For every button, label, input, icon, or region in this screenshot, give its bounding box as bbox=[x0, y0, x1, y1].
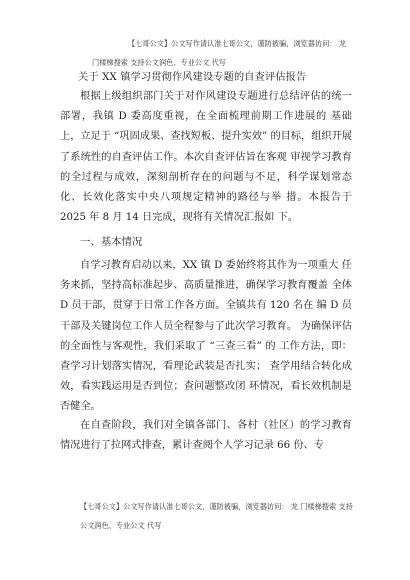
header-banner-line2: 门楼梯搜索 支持公文润色、专业公文 代写 bbox=[92, 58, 226, 67]
paragraph-basic-situation: 自学习教育启动以来，XX 镇 D 委始终将其作为一项重大 任务来抓，坚持高标准起步、高质量推进，确保学习教育覆盖 全体 D 员干部，贯穿于日常工作各方面。全镇共有 120 名在 编 D 员干部及关键岗位工作人员全程参与了此次学习教育。 为确保评估的全面性与客观性，我们采取了 “三查三看” 的 工作方法，即：查学习计划落实情况，看理论武装是否扎实； 查学用结合转化成效，看实践运用是否到位；查问题整改闭 环情况，看长效机制是否健全。 bbox=[60, 260, 352, 413]
footer-banner bbox=[0, 497, 410, 535]
paragraph-intro: 根据上级组织部门关于对作风建设专题进行总结评估的统一部署，我镇 D 委高度重视，在全面梳理前期工作进展的 基础上，立足于 “巩固成果、查找短板、提升实效” 的目标，组织开展了系统性的自查评估工作。本次自查评估旨在客观 审视学习教育的全过程与成效，深刻剖析存在的问题与不足，科学谋划常态化、长效化落实中央八项规定精神的路径与举 措。本报告于 2025 年 8 月 14 日完成，现将有关情况汇报如 下。 bbox=[60, 91, 352, 224]
section-heading-basic-situation: 一、基本情况 bbox=[80, 236, 143, 248]
header-banner-line1: 【七哥公文】公文写作请认准七哥公文，谨防被骗，浏览器访问： 龙 bbox=[128, 39, 346, 48]
document-title: 关于 XX 镇学习贯彻作风建设专题的自查评估报告 bbox=[78, 72, 307, 83]
footer-banner-line1: 【七哥公文】公文写作请认准七哥公文，谨防被骗，浏览器访问： 龙 门楼梯搜索 支持 bbox=[80, 502, 353, 511]
footer-banner-line2: 公文润色、专业公文 代写 bbox=[80, 521, 162, 530]
header-banner bbox=[0, 34, 410, 72]
paragraph-self-check: 在自查阶段，我们对全镇各部门、各村（社区）的学习教育情况进行了拉网式排查，累计查阅个人学习记录 66 份、专 bbox=[60, 420, 352, 452]
